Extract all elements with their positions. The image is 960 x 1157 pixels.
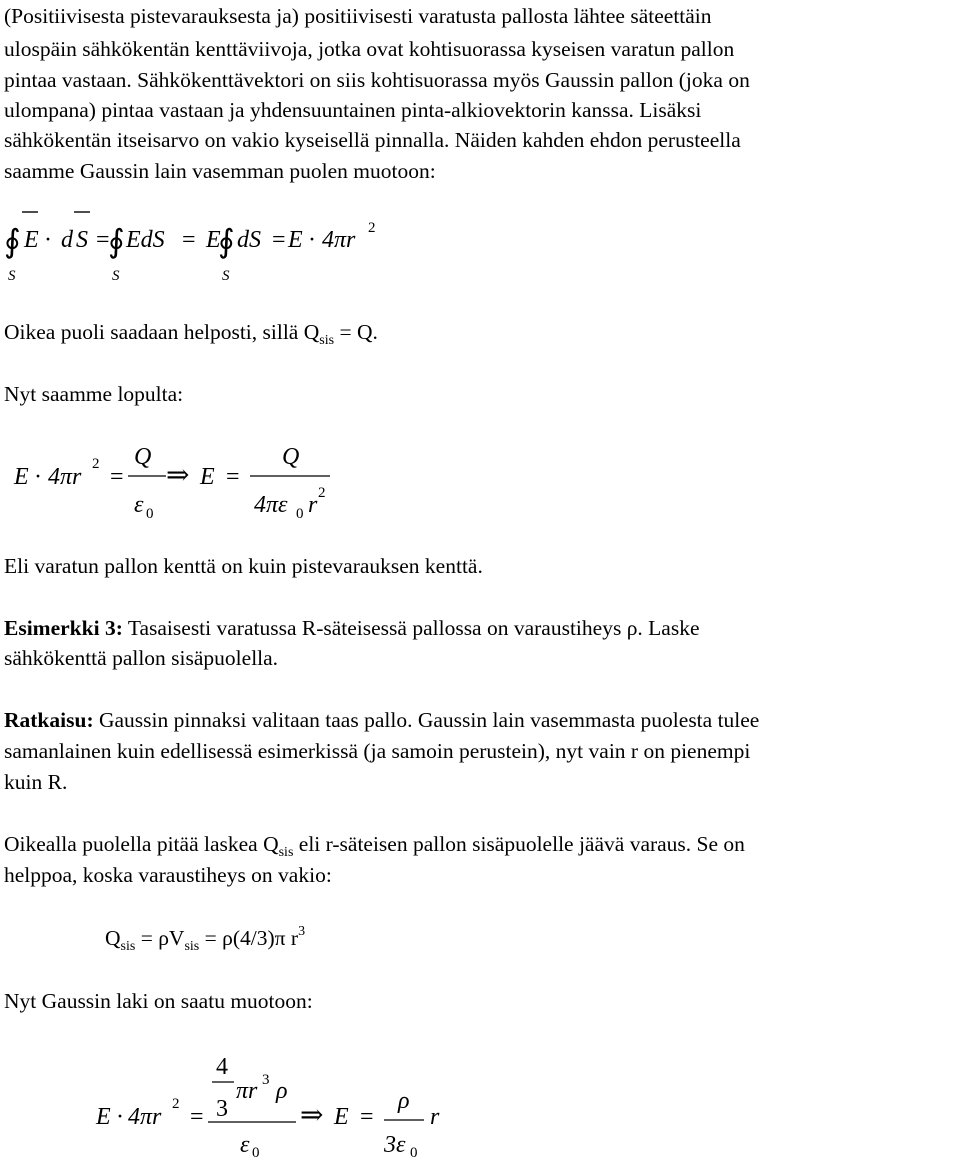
closed-integral-icon: ∮ bbox=[108, 223, 125, 259]
charge-equation: $Q_{sis} = \rho V_{sis} = \rho(4/3)\pi$ $r^3$ bbox=[105, 924, 306, 954]
math-symbol: E bbox=[206, 227, 221, 253]
math-symbol: E bbox=[24, 227, 39, 253]
math-symbol: d bbox=[61, 227, 73, 253]
text-line: ulompana) pintaa vastaan ja yhdensuuntainen pinta-alkiovektorin kanssa. Lisäksi bbox=[4, 98, 702, 122]
math-symbol: 4πr bbox=[48, 464, 82, 490]
math-symbol: ρ bbox=[276, 1078, 288, 1104]
text-line: Nyt saamme lopulta: bbox=[4, 382, 184, 406]
math-symbol: r bbox=[430, 1104, 440, 1130]
text-line: helppoa, koska varaustiheys on vakio: bbox=[4, 863, 332, 887]
equals-sign: = bbox=[360, 1104, 374, 1130]
exponent: 2 bbox=[318, 485, 326, 501]
exponent: 3 bbox=[262, 1072, 270, 1088]
math-symbol: r bbox=[308, 492, 318, 518]
math-symbol: 3 bbox=[216, 1096, 228, 1122]
math-symbol: E bbox=[334, 1104, 349, 1130]
text-line: Nyt Gaussin laki on saatu muotoon: bbox=[4, 989, 313, 1013]
text-line: Esimerkki 3: Tasaisesti varatussa R-säteisessä pallossa on varaustiheys ρ. Laske bbox=[4, 616, 700, 640]
equals-sign: = bbox=[110, 464, 124, 490]
math-symbol: 3ε bbox=[384, 1132, 406, 1157]
math-symbol: πr bbox=[236, 1078, 258, 1104]
equals-sign: = bbox=[226, 464, 240, 490]
subscript: 0 bbox=[146, 506, 154, 522]
subscript: 0 bbox=[410, 1145, 418, 1157]
closed-integral-icon: ∮ bbox=[218, 223, 235, 259]
math-symbol: ε bbox=[240, 1132, 250, 1157]
text-line: sähkökentän itseisarvo on vakio kyseisellä pinnalla. Näiden kahden ehdon perusteella bbox=[4, 128, 741, 152]
math-symbol: E bbox=[288, 227, 303, 253]
math-symbol: EdS bbox=[126, 227, 165, 253]
text-line: ulospäin sähkökentän kenttäviivoja, jotka ovat kohtisuorassa kyseisen varatun pallon bbox=[4, 37, 735, 61]
closed-integral-icon: ∮ bbox=[4, 223, 21, 259]
math-symbol: 4πr bbox=[128, 1104, 162, 1130]
equals-sign: = bbox=[190, 1104, 204, 1130]
implies-arrow-icon: ⇒ bbox=[300, 1100, 324, 1131]
math-symbol: ε bbox=[134, 492, 144, 518]
svg-text:·: · bbox=[34, 464, 42, 490]
subscript: 0 bbox=[252, 1145, 260, 1157]
svg-text:·: · bbox=[44, 227, 52, 253]
equals-sign: = bbox=[272, 227, 286, 253]
integral-subscript: S bbox=[112, 268, 120, 284]
implies-arrow-icon: ⇒ bbox=[166, 460, 190, 491]
equals-sign: = bbox=[182, 227, 196, 253]
math-symbol: 4πε bbox=[254, 492, 288, 518]
equals-sign: = bbox=[96, 227, 110, 253]
math-symbol: E bbox=[14, 464, 29, 490]
math-symbol: ρ bbox=[398, 1088, 410, 1114]
text-line: samanlainen kuin edellisessä esimerkissä (ja samoin perustein), nyt vain r on pienempi bbox=[4, 739, 751, 763]
text-line: Oikea puoli saadaan helposti, sillä $Q_{sis} = Q$. bbox=[4, 320, 378, 348]
example-label: Esimerkki 3: bbox=[4, 616, 123, 640]
integral-subscript: S bbox=[222, 268, 230, 284]
text-line: sähkökenttä pallon sisäpuolella. bbox=[4, 646, 279, 670]
math-symbol: dS bbox=[237, 227, 261, 253]
text-line: Oikealla puolella pitää laskea $Q_{sis}$ eli r-säteisen pallon sisäpuolelle jäävä varaus. Se on bbox=[4, 832, 745, 860]
text-line: Ratkaisu: Gaussin pinnaksi valitaan taas pallo. Gaussin lain vasemmasta puolesta tulee bbox=[4, 708, 760, 732]
subscript: 0 bbox=[296, 506, 304, 522]
integral-subscript: S bbox=[8, 268, 16, 284]
exponent: 2 bbox=[368, 220, 376, 236]
math-symbol: S bbox=[76, 227, 88, 253]
math-symbol: 4πr bbox=[322, 227, 356, 253]
text-line: Eli varatun pallon kenttä on kuin pistevarauksen kenttä. bbox=[4, 554, 483, 578]
text-line: pintaa vastaan. Sähkökenttävektori on siis kohtisuorassa myös Gaussin pallon (joka on bbox=[4, 68, 750, 92]
solution-label: Ratkaisu: bbox=[4, 708, 94, 732]
math-symbol: 4 bbox=[216, 1054, 228, 1080]
exponent: 2 bbox=[172, 1096, 180, 1112]
text-line: (Positiivisesta pistevarauksesta ja) positiivisesti varatusta pallosta lähtee säteettäin bbox=[4, 4, 712, 28]
text-line: kuin R. bbox=[4, 770, 68, 794]
text-line: saamme Gaussin lain vasemman puolen muotoon: bbox=[4, 159, 436, 183]
math-symbol: Q bbox=[134, 444, 152, 470]
math-symbol: Q bbox=[282, 444, 300, 470]
exponent: 2 bbox=[92, 456, 100, 472]
svg-text:·: · bbox=[308, 227, 316, 253]
math-symbol: E bbox=[200, 464, 215, 490]
svg-text:·: · bbox=[116, 1104, 124, 1130]
math-symbol: E bbox=[96, 1104, 111, 1130]
